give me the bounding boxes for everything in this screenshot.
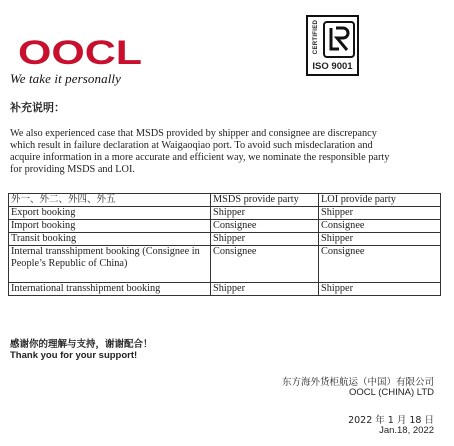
cell-loi-party: Consignee xyxy=(319,220,441,233)
table-row xyxy=(9,207,441,220)
date-cn: 2022 年 1 月 18 日 xyxy=(348,415,434,426)
cell-booking-type: Internal transshipment booking (Consignee in People’s Republic of China) xyxy=(9,246,211,283)
iso-standard-label: ISO 9001 xyxy=(312,61,353,72)
header-cell-category: 外一、外二、外四、外五 xyxy=(9,194,211,207)
cell-booking-type: International transshipment booking xyxy=(9,283,211,296)
logo-wordmark: OOCL xyxy=(18,34,142,68)
cell-msds-party: Shipper xyxy=(211,207,319,220)
table-row xyxy=(9,283,441,296)
cell-booking-type: Export booking xyxy=(9,207,211,220)
table-row xyxy=(9,220,441,233)
table-header-row xyxy=(9,194,441,207)
iso-certification-badge xyxy=(306,15,359,76)
cell-msds-party: Shipper xyxy=(211,233,319,246)
table-row xyxy=(9,233,441,246)
cell-loi-party: Shipper xyxy=(319,283,441,296)
paragraph-line: which result in failure declaration at Waigaoqiao port. To avoid such misdeclaration and xyxy=(10,140,373,151)
cell-msds-party: Consignee xyxy=(211,220,319,233)
lloyds-register-icon xyxy=(323,21,355,58)
paragraph-line: acquire information in a more accurate and efficient way, we nominate the responsible party xyxy=(10,152,390,163)
paragraph-line: for providing MSDS and LOI. xyxy=(10,164,135,175)
certified-label: CERTIFIED xyxy=(313,19,320,55)
header-cell-msds: MSDS provide party xyxy=(211,194,319,207)
cell-loi-party: Shipper xyxy=(319,233,441,246)
cell-loi-party: Consignee xyxy=(319,246,441,283)
paragraph-line: We also experienced case that MSDS provided by shipper and consignee are discrepancy xyxy=(10,128,377,139)
cell-msds-party: Shipper xyxy=(211,283,319,296)
cell-booking-type: Transit booking xyxy=(9,233,211,246)
company-name-en: OOCL (CHINA) LTD xyxy=(349,387,434,398)
header-cell-loi: LOI provide party xyxy=(319,194,441,207)
company-name-cn: 东方海外货柜航运（中国）有限公司 xyxy=(281,377,434,388)
tagline: We take it personally xyxy=(10,71,122,86)
cell-msds-party: Consignee xyxy=(211,246,319,283)
thanks-chinese: 感谢你的理解与支持，谢谢配合！ xyxy=(10,339,153,350)
cell-booking-type: Import booking xyxy=(9,220,211,233)
date-en: Jan.18, 2022 xyxy=(379,425,434,436)
table-row xyxy=(9,246,441,283)
thanks-english: Thank you for your support! xyxy=(10,350,138,361)
oocl-logo xyxy=(18,34,144,68)
cell-loi-party: Shipper xyxy=(319,207,441,220)
section-heading: 补充说明： xyxy=(10,101,65,114)
intro-paragraph xyxy=(10,128,446,176)
responsibility-table xyxy=(8,193,441,296)
